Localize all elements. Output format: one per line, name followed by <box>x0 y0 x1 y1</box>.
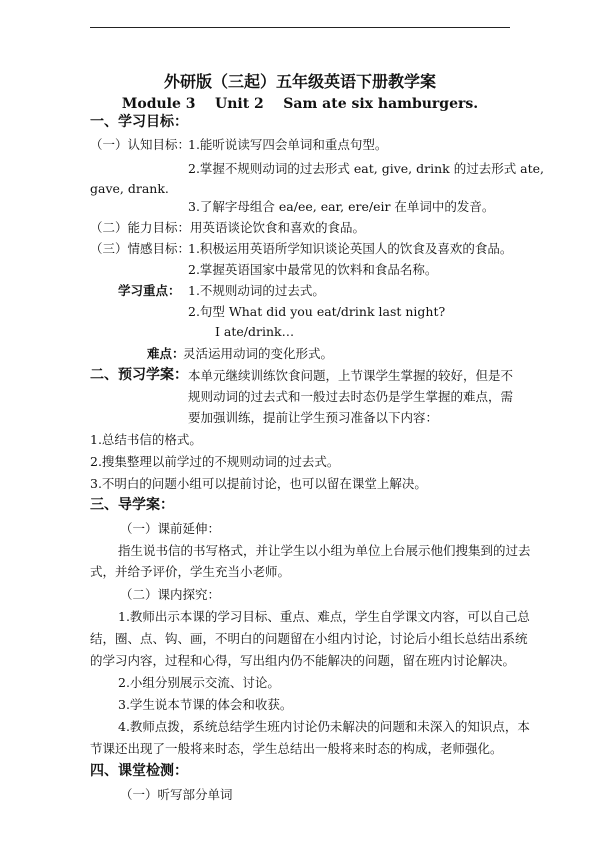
in-class-step-2: 2.小组分别展示交流、讨论。 <box>118 675 280 690</box>
emotion-goal-2: 2.掌握英语国家中最常见的饮料和食品名称。 <box>188 262 438 277</box>
section-3-heading: 三、导学案： <box>90 497 174 513</box>
test-part-1-heading: （一）听写部分单词 <box>120 787 233 802</box>
difficulty-text: 灵活运用动词的变化形式。 <box>183 346 334 361</box>
in-class-step-3: 3.学生说本节课的体会和收获。 <box>118 697 293 712</box>
key-point-2-answer: I ate/drink… <box>215 324 295 339</box>
ability-goal: （二）能力目标：用英语谈论饮食和喜欢的食品。 <box>90 220 366 235</box>
section-2-heading: 二、预习学案： <box>90 367 188 383</box>
key-point-1: 1.不规则动词的过去式。 <box>188 283 325 298</box>
emotion-goal-label: （三）情感目标： <box>90 241 191 256</box>
key-points-label: 学习重点： <box>118 283 181 298</box>
preview-item-3: 3.不明白的问题小组可以提前讨论，也可以留在课堂上解决。 <box>90 476 427 491</box>
in-class-heading: （二）课内探究： <box>120 587 221 602</box>
in-class-step-1b: 结，圈、点、钩、画，不明白的问题留在小组内讨论，讨论后小组长总结出系统 <box>90 631 528 646</box>
in-class-step-1c: 的学习内容，过程和心得，写出组内仍不能解决的问题，留在班内讨论解决。 <box>90 653 516 668</box>
document-title: 外研版（三起）五年级英语下册教学案 <box>163 72 436 91</box>
in-class-step-4a: 4.教师点拨，系统总结学生班内讨论仍未解决的问题和未深入的知识点，本 <box>118 719 530 734</box>
cognitive-goal-3: 3.了解字母组合 ea/ee, ear, ere/eir 在单词中的发音。 <box>188 199 495 214</box>
emotion-goal-1: 1.积极运用英语所学知识谈论英国人的饮食及喜欢的食品。 <box>188 241 513 256</box>
section-1-heading: 一、学习目标： <box>90 114 188 130</box>
cognitive-goal-2-cont: gave, drank. <box>90 181 169 196</box>
preview-intro-3: 要加强训练，提前让学生预习准备以下内容： <box>188 410 439 425</box>
preview-item-2: 2.搜集整理以前学过的不规则动词的过去式。 <box>90 454 340 469</box>
in-class-step-1a: 1.教师出示本课的学习目标、重点、难点，学生自学课文内容，可以自己总 <box>118 609 530 624</box>
cognitive-goal-1: 1.能听说读写四会单词和重点句型。 <box>188 137 388 152</box>
pre-class-text-1: 指生说书信的书写格式，并让学生以小组为单位上台展示他们搜集到的过去 <box>118 543 531 558</box>
cognitive-goal-label: （一）认知目标： <box>90 137 191 152</box>
preview-item-1: 1.总结书信的格式。 <box>90 432 202 447</box>
preview-intro-1: 本单元继续训练饮食问题，上节课学生掌握的较好，但是不 <box>188 368 514 383</box>
header-rule <box>90 27 510 28</box>
document-subtitle: Module 3 Unit 2 Sam ate six hamburgers. <box>121 96 479 112</box>
cognitive-goal-2: 2.掌握不规则动词的过去形式 eat, give, drink 的过去形式 ate, <box>188 161 545 176</box>
in-class-step-4b: 节课还出现了一般将来时态，学生总结出一般将来时态的构成，老师强化。 <box>90 741 503 756</box>
preview-intro-2: 规则动词的过去式和一般过去时态仍是学生掌握的难点，需 <box>188 389 514 404</box>
key-point-2: 2.句型 What did you eat/drink last night? <box>188 304 446 319</box>
pre-class-heading: （一）课前延伸： <box>120 521 221 536</box>
section-4-heading: 四、课堂检测： <box>90 763 188 779</box>
difficulty-label: 难点： <box>147 346 185 361</box>
pre-class-text-2: 式，并给予评价，学生充当小老师。 <box>90 564 291 579</box>
